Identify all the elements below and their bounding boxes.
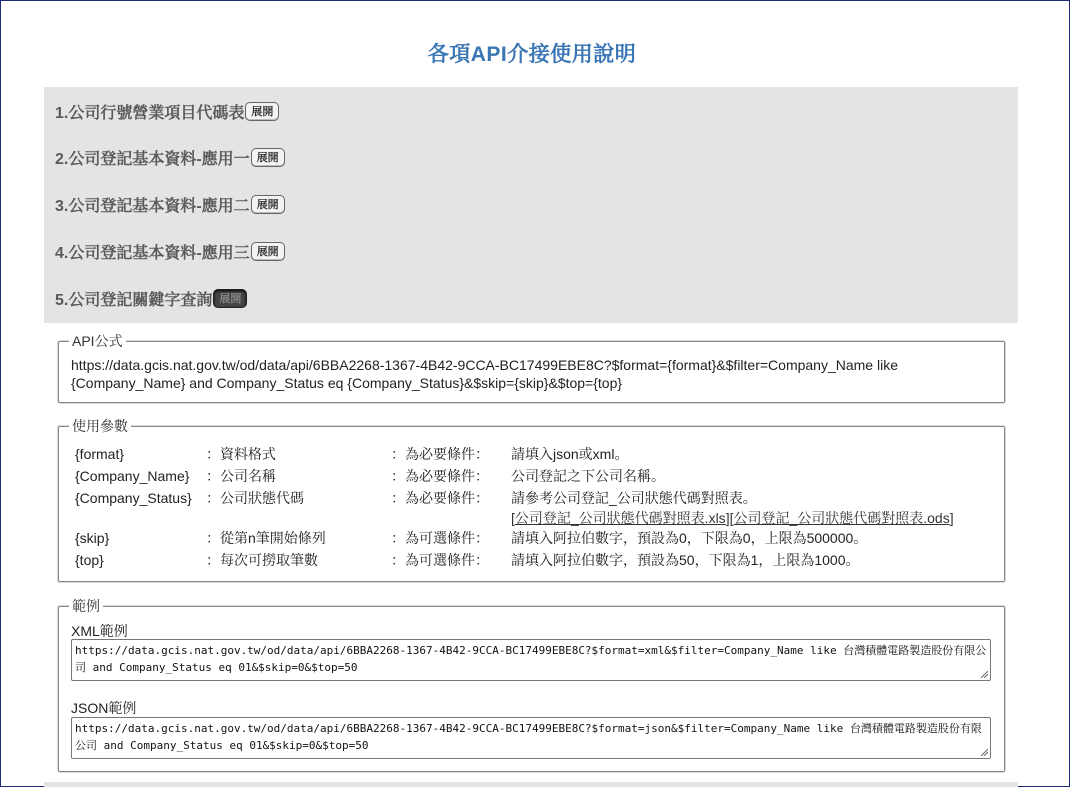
menu-item-label: 3.公司登記基本資料-應用二 — [55, 197, 250, 215]
bracket-mid: ][ — [725, 510, 734, 526]
param-condition: ：為必要條件： — [391, 446, 489, 462]
panel-bottom-edge — [44, 782, 1018, 787]
api-formula-legend: API公式 — [69, 333, 126, 349]
collapse-button[interactable]: 展開 — [213, 289, 247, 308]
param-condition: ：為可選條件： — [391, 552, 489, 568]
param-name: {top} — [75, 552, 104, 568]
param-name: {Company_Status} — [75, 490, 192, 506]
status-code-ods-link[interactable]: 公司登記_公司狀態代碼對照表.ods — [733, 510, 950, 526]
param-note: 請填入阿拉伯數字，預設為50，下限為1，上限為1000。 — [511, 552, 860, 568]
xml-example-label: XML範例 — [71, 623, 128, 639]
menu-item-label: 1.公司行號營業項目代碼表 — [55, 104, 245, 122]
menu-item-2 — [55, 145, 285, 169]
expand-button[interactable]: 展開 — [245, 102, 279, 121]
bracket-open: [ — [511, 510, 515, 526]
menu-item-4 — [55, 239, 285, 263]
params-box — [58, 418, 1005, 582]
param-condition: ：為可選條件： — [391, 530, 489, 546]
menu-item-label: 5.公司登記關鍵字查詢 — [55, 291, 213, 309]
param-desc: ：公司名稱 — [206, 468, 276, 484]
xml-example-textarea[interactable] — [71, 639, 991, 681]
api-formula-box — [58, 333, 1005, 403]
param-desc: ：從第n筆開始條列 — [206, 530, 326, 546]
param-name: {Company_Name} — [75, 468, 190, 484]
menu-item-3 — [55, 192, 285, 216]
menu-item-5 — [55, 286, 247, 310]
param-note: 請填入json或xml。 — [511, 446, 629, 462]
api-menu — [44, 87, 1018, 323]
json-example-value: https://data.gcis.nat.gov.tw/od/data/api/6BBA2268-1367-4B42-9CCA-BC17499EBE8C?$format=json&$filter=Company_Name like 台灣積體電路製造股份有限公司 and Company_Status eq 01&$skip=0&$top=50 — [75, 722, 982, 752]
expand-button[interactable]: 展開 — [251, 148, 285, 167]
param-note: 公司登記之下公司名稱。 — [511, 468, 665, 484]
examples-legend: 範例 — [69, 598, 103, 614]
param-desc: ：資料格式 — [206, 446, 276, 462]
param-condition: ：為必要條件： — [391, 490, 489, 506]
xml-example-value: https://data.gcis.nat.gov.tw/od/data/api/6BBA2268-1367-4B42-9CCA-BC17499EBE8C?$format=xml&$filter=Company_Name like 台灣積體電路製造股份有限公司 and Company_Status eq 01&$skip=0&$top=50 — [75, 644, 987, 674]
expand-button[interactable]: 展開 — [251, 242, 285, 261]
page-title: 各項API介接使用說明 — [427, 43, 637, 66]
resize-grip-icon[interactable] — [981, 671, 988, 678]
status-code-xls-link[interactable]: 公司登記_公司狀態代碼對照表.xls — [514, 510, 726, 526]
menu-item-1 — [55, 99, 279, 123]
json-example-textarea[interactable] — [71, 717, 991, 759]
param-condition: ：為必要條件： — [391, 468, 489, 484]
json-example-label: JSON範例 — [71, 700, 137, 716]
status-code-links — [511, 508, 954, 528]
param-name: {skip} — [75, 530, 110, 546]
menu-item-label: 4.公司登記基本資料-應用三 — [55, 244, 250, 262]
api-formula-text: https://data.gcis.nat.gov.tw/od/data/api/6BBA2268-1367-4B42-9CCA-BC17499EBE8C?$format={format}&$filter=Company_Name like {Company_Name} and Company_Status eq {Company_Status}&$skip={skip}&$top={top} — [71, 357, 898, 391]
param-note: 請填入阿拉伯數字，預設為0，下限為0，上限為500000。 — [511, 530, 868, 546]
expand-button[interactable]: 展開 — [251, 195, 285, 214]
param-desc: ：公司狀態代碼 — [206, 490, 304, 506]
resize-grip-icon[interactable] — [981, 749, 988, 756]
param-note: 請參考公司登記_公司狀態代碼對照表。 — [511, 490, 757, 506]
expanded-content — [44, 323, 1018, 787]
bracket-close: ] — [949, 510, 954, 526]
param-name: {format} — [75, 446, 125, 462]
params-legend: 使用參數 — [69, 418, 131, 434]
api-panel — [44, 87, 1018, 787]
param-desc: ：每次可撈取筆數 — [206, 552, 318, 568]
menu-item-label: 2.公司登記基本資料-應用一 — [55, 150, 250, 168]
examples-box — [58, 598, 1005, 772]
